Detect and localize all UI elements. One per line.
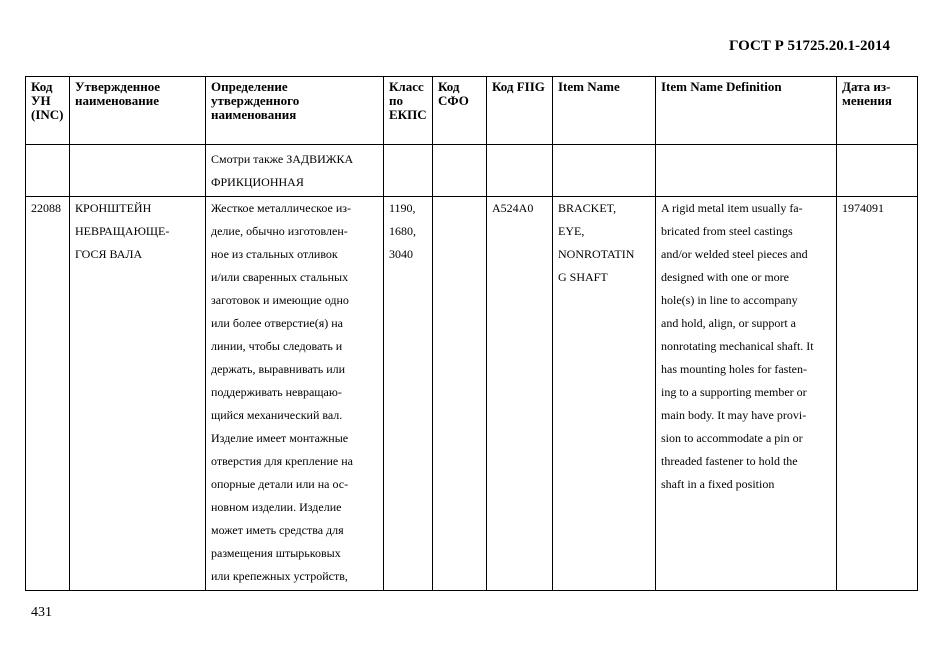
header-fiig-code: Код FIIG <box>487 77 553 145</box>
header-change-date: Дата из-менения <box>837 77 918 145</box>
cell-sfo-code <box>433 197 487 591</box>
definition-line: ное из стальных отливок <box>211 247 338 261</box>
header-row <box>26 77 918 145</box>
item-definition-line: hole(s) in line to accompany <box>661 293 798 307</box>
definition-line: или крепежных устройств, <box>211 569 348 583</box>
catalog-table <box>25 76 918 591</box>
item-definition-line: shaft in a fixed position <box>661 477 775 491</box>
approved-name-line: ГОСЯ ВАЛА <box>75 247 143 261</box>
cell-inc: 22088 <box>26 197 70 591</box>
header-inc: Код УН (INC) <box>26 77 70 145</box>
definition-line: отверстия для крепление на <box>211 454 353 468</box>
header-item-name-definition: Item Name Definition <box>656 77 837 145</box>
cell-ekps-class <box>384 197 433 591</box>
definition-line: Изделие имеет монтажные <box>211 431 349 445</box>
definition-line: щийся механический вал. <box>211 408 343 422</box>
item-name-line: G SHAFT <box>558 270 608 284</box>
approved-name-line: КРОНШТЕЙН <box>75 201 152 215</box>
see-also-line: ФРИКЦИОННАЯ <box>211 175 304 189</box>
table-row <box>26 145 918 197</box>
definition-line: может иметь средства для <box>211 523 344 537</box>
ekps-class-line: 3040 <box>389 247 413 261</box>
definition-line: делие, обычно изготовлен- <box>211 224 348 238</box>
cell-empty <box>837 145 918 197</box>
header-ekps-class: Класс по ЕКПС <box>384 77 433 145</box>
item-definition-line: ing to a supporting member or <box>661 385 807 399</box>
cell-empty <box>70 145 206 197</box>
item-definition-line: A rigid metal item usually fa- <box>661 201 803 215</box>
cell-see-also <box>206 145 384 197</box>
see-also-line: Смотри также ЗАДВИЖКА <box>211 152 354 166</box>
item-definition-line: and hold, align, or support a <box>661 316 796 330</box>
header-approved-name: Утвержденное наименование <box>70 77 206 145</box>
item-definition-line: and/or welded steel pieces and <box>661 247 808 261</box>
definition-line: новном изделии. Изделие <box>211 500 342 514</box>
item-definition-line: threaded fastener to hold the <box>661 454 798 468</box>
cell-definition <box>206 197 384 591</box>
definition-line: или более отверстие(я) на <box>211 316 344 330</box>
item-definition-line: main body. It may have provi- <box>661 408 807 422</box>
document-code: ГОСТ Р 51725.20.1-2014 <box>728 38 890 54</box>
cell-empty <box>26 145 70 197</box>
cell-approved-name <box>70 197 206 591</box>
item-definition-line: has mounting holes for fasten- <box>661 362 807 376</box>
ekps-class-line: 1680, <box>389 224 416 238</box>
header-definition: Определение утвержденного наименования <box>206 77 384 145</box>
definition-line: Жесткое металлическое из- <box>211 201 352 215</box>
item-definition-line: designed with one or more <box>661 270 789 284</box>
cell-empty <box>553 145 656 197</box>
cell-empty <box>384 145 433 197</box>
ekps-class-line: 1190, <box>389 201 416 215</box>
definition-line: и/или сваренных стальных <box>211 270 349 284</box>
item-definition-line: nonrotating mechanical shaft. It <box>661 339 814 353</box>
cell-item-name-definition <box>656 197 837 591</box>
definition-line: опорные детали или на ос- <box>211 477 349 491</box>
page-number: 431 <box>31 605 52 620</box>
definition-line: размещения штырьковых <box>211 546 341 560</box>
item-name-line: EYE, <box>558 224 585 238</box>
definition-line: линии, чтобы следовать и <box>211 339 343 353</box>
cell-empty <box>656 145 837 197</box>
cell-change-date: 1974091 <box>837 197 918 591</box>
approved-name-line: НЕВРАЩАЮЩЕ- <box>75 224 170 238</box>
definition-line: поддерживать невращаю- <box>211 385 342 399</box>
cell-empty <box>433 145 487 197</box>
cell-empty <box>487 145 553 197</box>
definition-line: держать, выравнивать или <box>211 362 346 376</box>
cell-item-name <box>553 197 656 591</box>
header-sfo-code: Код СФО <box>433 77 487 145</box>
table-row <box>26 197 918 591</box>
definition-line: заготовок и имеющие одно <box>211 293 349 307</box>
item-definition-line: sion to accommodate a pin or <box>661 431 803 445</box>
item-definition-line: bricated from steel castings <box>661 224 793 238</box>
header-item-name: Item Name <box>553 77 656 145</box>
item-name-line: BRACKET, <box>558 201 617 215</box>
item-name-line: NONROTATIN <box>558 247 635 261</box>
cell-fiig-code: A524A0 <box>487 197 553 591</box>
